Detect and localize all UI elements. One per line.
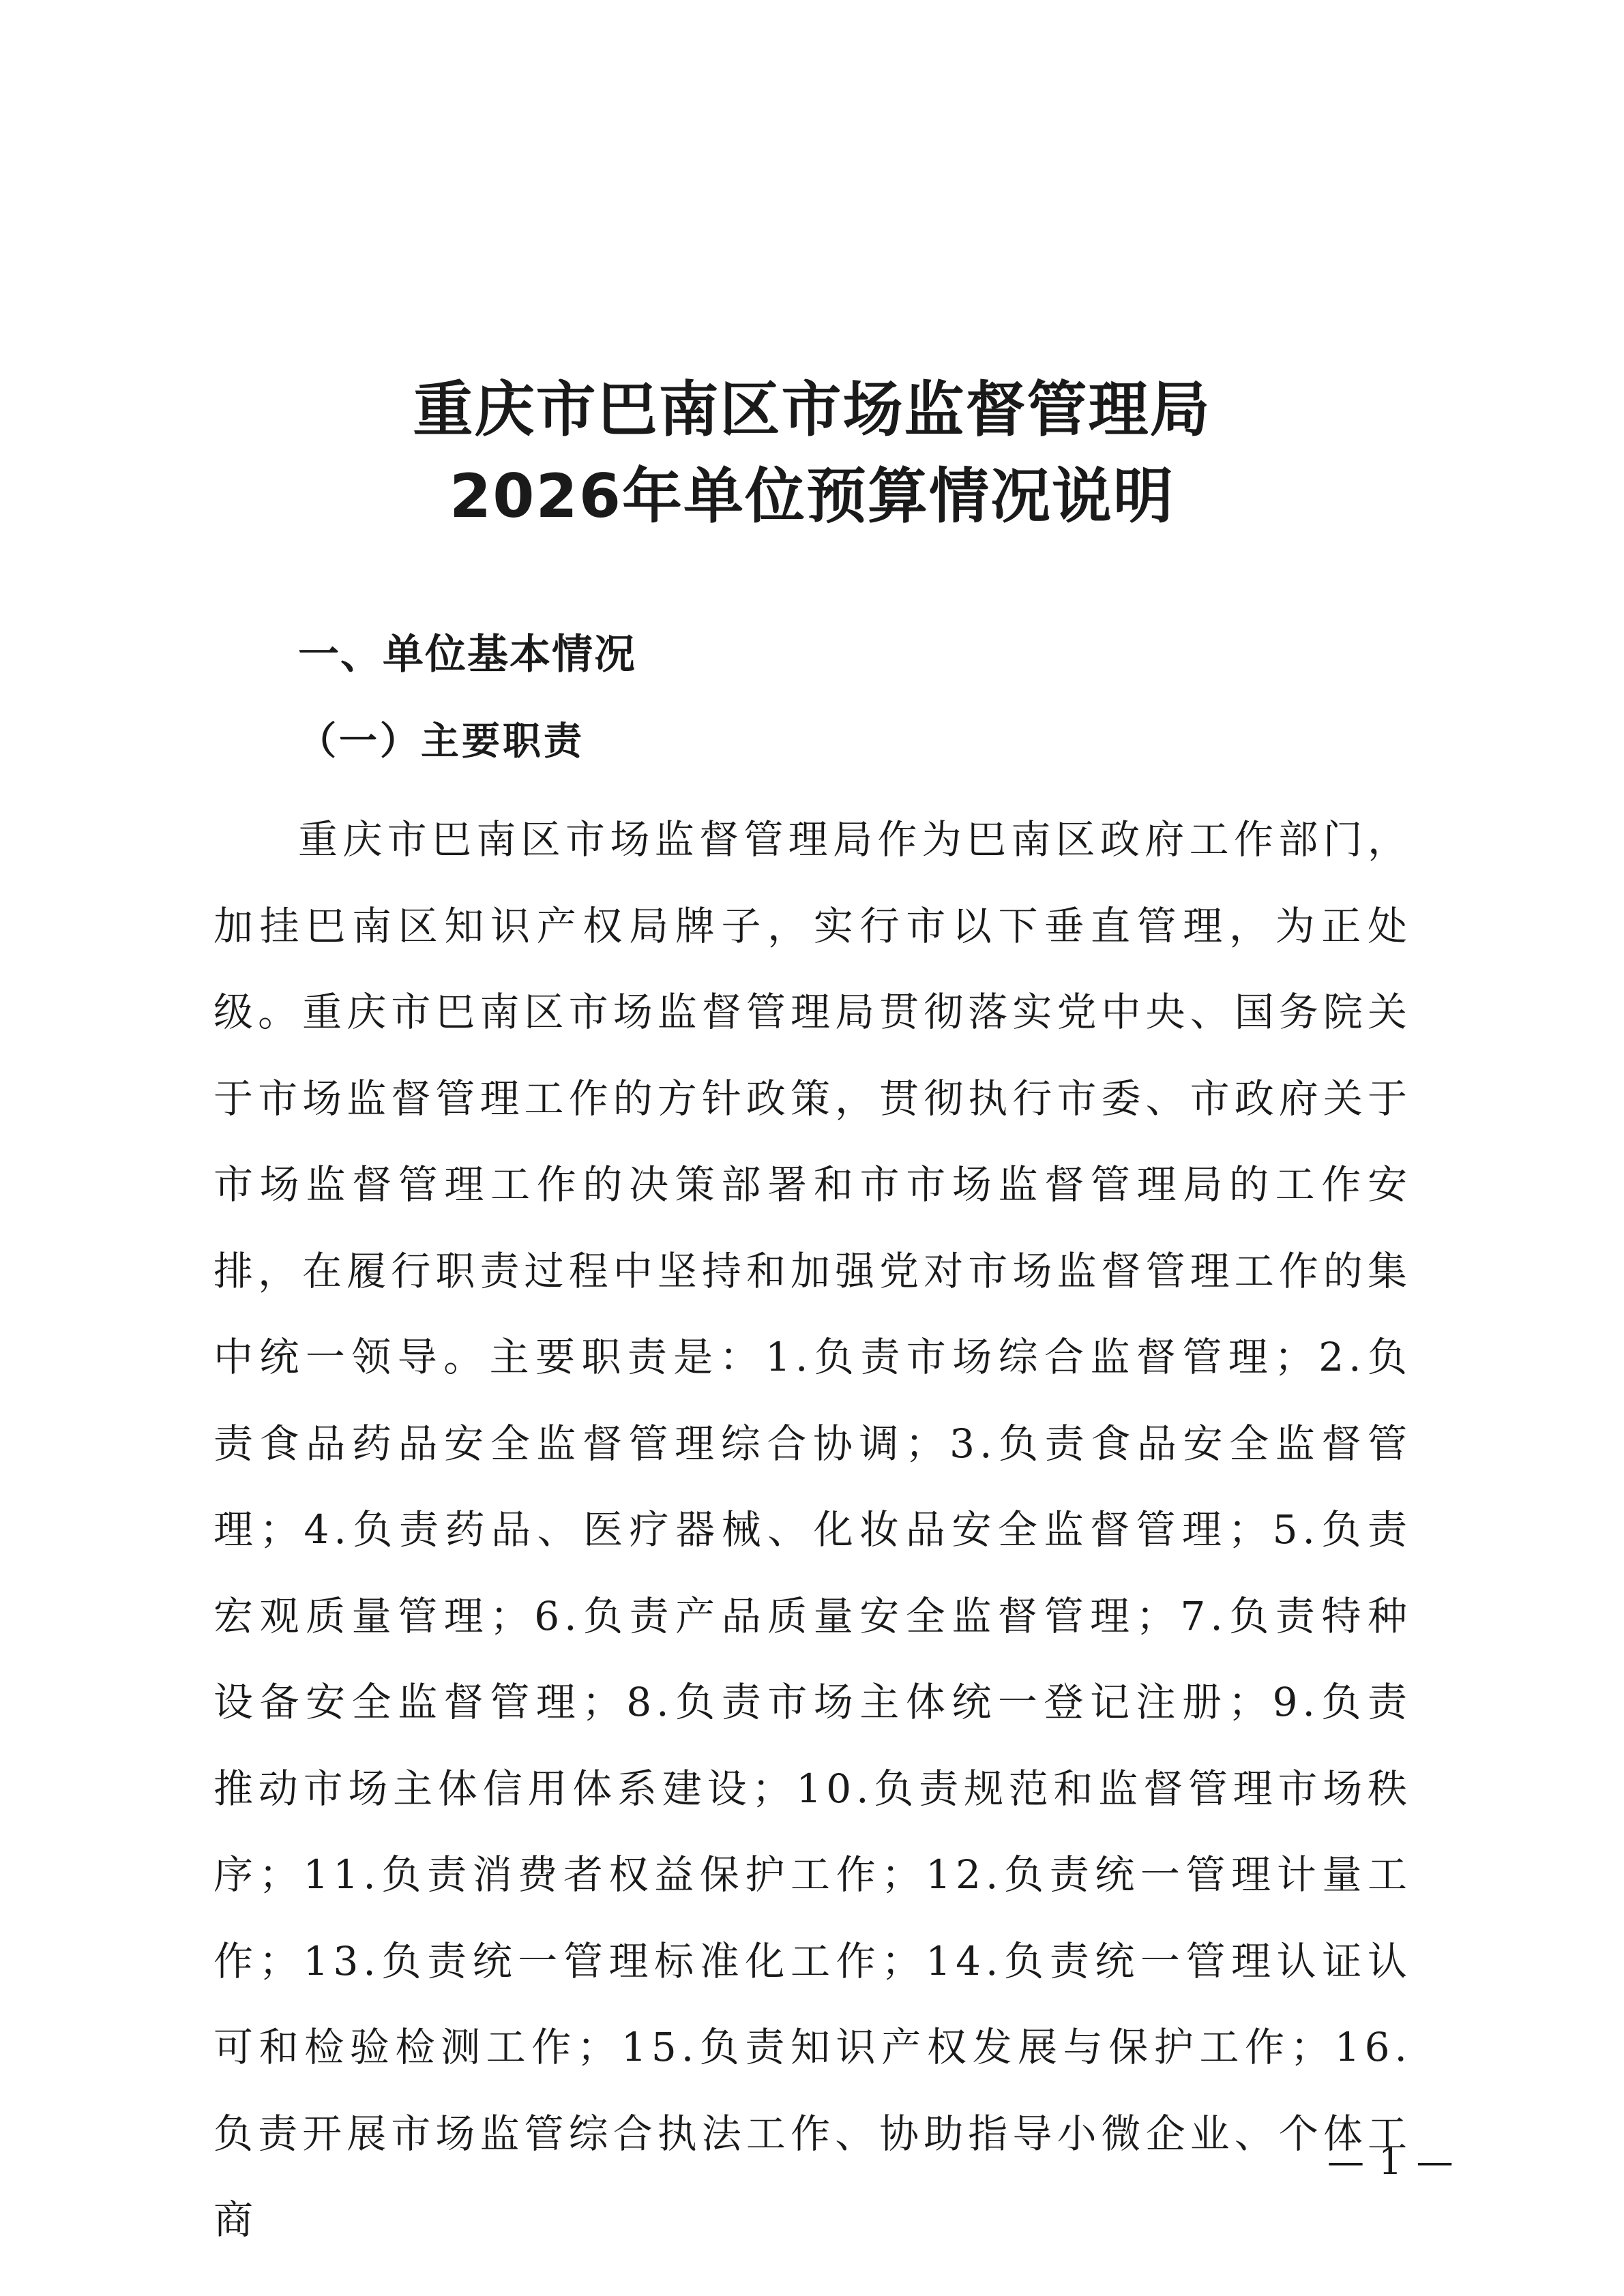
document-title-line-1: 重庆市巴南区市场监督管理局 (413, 374, 1211, 445)
body-paragraph: 重庆市巴南区市场监督管理局作为巴南区政府工作部门，加挂巴南区知识产权局牌子，实行市以下垂直管理，为正处级。重庆市巴南区市场监督管理局贯彻落实党中央、国务院关于市场监督管理工作的方针政策，贯彻执行市委、市政府关于市场监督管理工作的决策部署和市市场监督管理局的工作安排，在履行职责过程中坚持和加强党对市场监督管理工作的集中统一领导。主要职责是：1.负责市场综合监督管理；2.负责食品药品安全监督管理综合协调；3.负责食品安全监督管理；4.负责药品、医疗器械、化妆品安全监督管理；5.负责宏观质量管理；6.负责产品质量安全监督管理；7.负责特种设备安全监督管理；8.负责市场主体统一登记注册；9.负责推动市场主体信用体系建设；10.负责规范和监督管理市场秩序；11.负责消费者权益保护工作；12.负责统一管理计量工作；13.负责统一管理标准化工作；14.负责统一管理认证认可和检验检测工作；15.负责知识产权发展与保护工作；16.负责开展市场监管综合执法工作、协助指导小微企业、个体工商 (213, 816, 1412, 2243)
section-heading: 一、单位基本情况 (298, 631, 636, 679)
sub-heading: （一）主要职责 (298, 719, 585, 764)
page-number: — 1 — (1327, 2140, 1455, 2183)
document-title-line-2: 2026年单位预算情况说明 (449, 461, 1175, 531)
